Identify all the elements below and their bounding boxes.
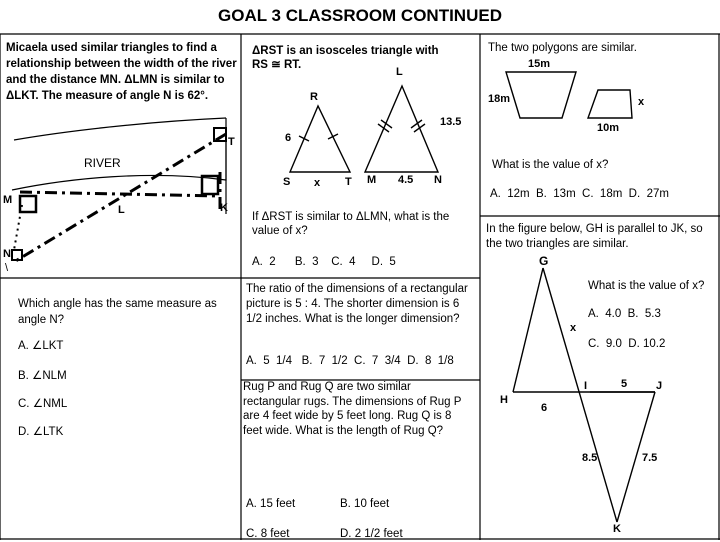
ratio-problem-text: The ratio of the dimensions of a rectangular picture is 5 : 4. The shorter dimension is 6 1/2 inches. What is the longer dimension? [246, 283, 468, 325]
label-m: M [3, 194, 13, 206]
option-b: B. ∠NLM [18, 370, 67, 382]
rug-option-a: A. 15 feet [246, 498, 296, 510]
polygon-options: A. 12m B. 13m C. 18m D. 27m [490, 188, 669, 200]
label-k2: K [613, 523, 621, 535]
label-tick: \ [5, 262, 9, 274]
rug-option-d: D. 2 1/2 feet [340, 528, 403, 540]
label-x: x [314, 177, 321, 189]
parallel-problem-text: In the figure below, GH is parallel to JK, so the two triangles are similar. [486, 223, 703, 250]
option-c: C. ∠NML [18, 398, 68, 410]
label-k: K [220, 202, 228, 214]
label-h: H [500, 394, 508, 406]
option-a: A. ∠LKT [18, 340, 64, 352]
label-river: RIVER [84, 156, 121, 170]
label-s: S [283, 176, 291, 188]
label-x-polygon: x [638, 96, 645, 108]
river-problem-text: Micaela used similar triangles to find a relationship between the width of the river and the distance MN. ΔLMN is similar to ΔLKT. The measure of angle N is 62°. [6, 42, 237, 102]
label-4-5: 4.5 [398, 174, 414, 186]
label-15m: 15m [528, 58, 551, 70]
label-10m: 10m [597, 122, 620, 134]
rug-option-c: C. 8 feet [246, 528, 290, 540]
rug-option-b: B. 10 feet [340, 498, 390, 510]
polygon-question: What is the value of x? [492, 159, 609, 171]
label-t2: T [345, 176, 352, 188]
label-13-5: 13.5 [440, 116, 462, 128]
isosceles-options: A. 2 B. 3 C. 4 D. 5 [252, 256, 396, 268]
label-g: G [539, 254, 549, 268]
ratio-options: A. 5 1/4 B. 7 1/2 C. 7 3/4 D. 8 1/8 [246, 355, 454, 367]
rug-problem-text: Rug P and Rug Q are two similar rectangular rugs. The dimensions of Rug P are 4 feet wide by 5 feet long. Rug Q is 8 feet wide. What is the length of Rug Q? [243, 381, 462, 437]
label-x-parallel: x [570, 322, 577, 334]
label-j: J [656, 380, 663, 392]
label-r: R [310, 91, 318, 103]
label-18m: 18m [488, 93, 511, 105]
parallel-options-ab: A. 4.0 B. 5.3 [588, 308, 661, 320]
label-7-5: 7.5 [642, 452, 658, 464]
river-question: Which angle has the same measure as angle N? [18, 298, 217, 326]
isosceles-text-line1: ΔRST is an isosceles triangle with [252, 45, 439, 57]
option-d: D. ∠LTK [18, 426, 64, 438]
label-m2: M [367, 174, 377, 186]
label-i: I [584, 380, 588, 392]
label-n: N [3, 248, 11, 260]
parallel-options-cd: C. 9.0 D. 10.2 [588, 338, 666, 350]
label-5: 5 [621, 378, 628, 390]
label-t: T [228, 136, 235, 148]
isosceles-text-line2: RS ≅ RT. [252, 59, 302, 71]
label-l: L [118, 204, 125, 216]
isosceles-question: If ΔRST is similar to ΔLMN, what is the value of x? [252, 211, 450, 237]
polygon-problem-text: The two polygons are similar. [488, 42, 637, 54]
label-n2: N [434, 174, 442, 186]
label-l2: L [396, 66, 403, 78]
label-6: 6 [285, 132, 292, 144]
parallel-question: What is the value of x? [588, 280, 705, 292]
label-8-5: 8.5 [582, 452, 598, 464]
label-6-parallel: 6 [541, 402, 548, 414]
page-title: GOAL 3 CLASSROOM CONTINUED [218, 6, 502, 25]
